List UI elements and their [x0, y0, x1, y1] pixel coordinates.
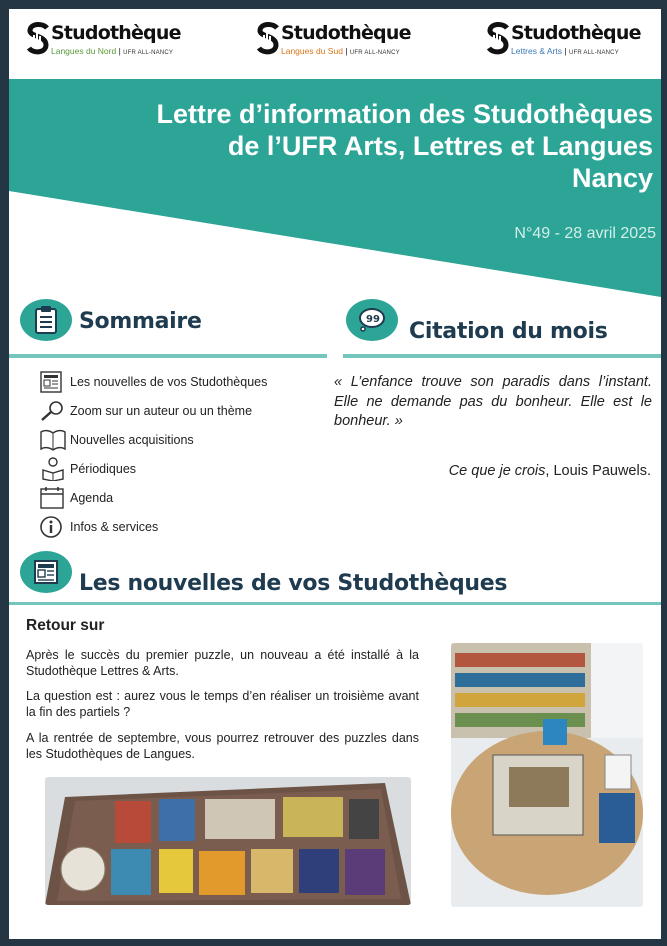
- logo-name: Studothèque: [281, 22, 411, 44]
- toc-label: Nouvelles acquisitions: [70, 432, 194, 447]
- news-title: Les nouvelles de vos Studothèques: [79, 571, 508, 596]
- section-rule: [9, 354, 327, 358]
- newspaper-icon: [20, 551, 72, 593]
- library-puzzle-photo: [451, 643, 643, 907]
- title-line: Lettre d’information des Studothèques: [156, 99, 653, 129]
- toc-item-infos[interactable]: [40, 512, 330, 541]
- toc-label: Agenda: [70, 490, 114, 505]
- toc-label: Périodiques: [70, 461, 137, 476]
- sommaire-list: [40, 367, 330, 541]
- toc-item-acquisitions[interactable]: [40, 425, 330, 454]
- toc-item-nouvelles[interactable]: [40, 367, 330, 396]
- logo-subtitle: Lettres & Arts: [511, 46, 563, 56]
- toc-label: Infos & services: [70, 519, 159, 534]
- title-line: Nancy: [571, 163, 653, 193]
- logo-ufr: UFR ALL-NANCY: [123, 50, 174, 56]
- logo-ufr: UFR ALL-NANCY: [349, 50, 400, 56]
- info-icon: [40, 515, 70, 539]
- citation-section-head: [343, 299, 661, 351]
- toc-item-zoom[interactable]: [40, 396, 330, 425]
- logo-subtitle: Langues du Nord: [51, 46, 117, 56]
- studotheque-logo-icon: [485, 21, 511, 59]
- logo-name: Studothèque: [511, 22, 641, 44]
- puzzles-table-photo: [45, 777, 411, 905]
- toc-item-periodiques[interactable]: [40, 454, 330, 483]
- newsletter-title: [53, 98, 653, 194]
- open-book-icon: [40, 428, 70, 452]
- reader-icon: [40, 457, 70, 481]
- sommaire-section-head: [9, 299, 327, 351]
- logo-ufr: UFR ALL-NANCY: [568, 50, 619, 56]
- sommaire-title: Sommaire: [79, 309, 202, 334]
- studotheque-logo-icon: [255, 21, 281, 59]
- toc-label: Les nouvelles de vos Studothèques: [70, 374, 268, 389]
- studotheque-logo-icon: [25, 21, 51, 59]
- logo-name: Studothèque: [51, 22, 181, 44]
- logo-subtitle: Langues du Sud: [281, 46, 343, 56]
- logo-langues-du-nord: Studothèque Langues du Nord | UFR ALL-NANCY: [25, 21, 181, 59]
- quote-source: [449, 463, 651, 479]
- section-rule: [9, 602, 661, 605]
- toc-label: Zoom sur un auteur ou un thème: [70, 403, 253, 418]
- magnifier-icon: [40, 399, 70, 423]
- quote-work: Ce que je crois: [448, 463, 546, 479]
- newsletter-page: [9, 9, 661, 939]
- logo-langues-du-sud: Studothèque Langues du Sud | UFR ALL-NANCY: [255, 21, 411, 59]
- news-paragraph: A la rentrée de septembre, vous pourrez retrouver des puzzles dans les Studothèques de Langues.: [26, 731, 419, 761]
- quote-text: « L’enfance trouve son paradis dans l’instant. Elle ne demande pas du bonheur. Elle est le bonheur. »: [334, 374, 652, 429]
- news-paragraph: Après le succès du premier puzzle, un nouveau a été installé à la Studothèque Lettres & Arts.: [26, 648, 419, 678]
- clipboard-icon: [20, 299, 72, 341]
- news-section-head: [9, 551, 661, 603]
- newspaper-icon: [40, 370, 70, 394]
- header-banner: [9, 79, 661, 299]
- news-subheading: Retour sur: [26, 617, 105, 634]
- news-paragraph: La question est : aurez vous le temps d’en réaliser un troisième avant la fin des partiels ?: [26, 689, 419, 719]
- section-rule: [343, 354, 661, 358]
- thought-bubble-icon: [346, 299, 398, 341]
- logo-lettres-et-arts: Studothèque Lettres & Arts | UFR ALL-NANCY: [485, 21, 641, 59]
- calendar-icon: [40, 486, 70, 510]
- quote-author: , Louis Pauwels.: [545, 463, 651, 479]
- toc-item-agenda[interactable]: [40, 483, 330, 512]
- svg-text:99: 99: [366, 314, 380, 325]
- title-line: de l’UFR Arts, Lettres et Langues: [227, 131, 653, 161]
- issue-number-date: N°49 - 28 avril 2025: [514, 225, 656, 242]
- citation-title: Citation du mois: [409, 319, 608, 344]
